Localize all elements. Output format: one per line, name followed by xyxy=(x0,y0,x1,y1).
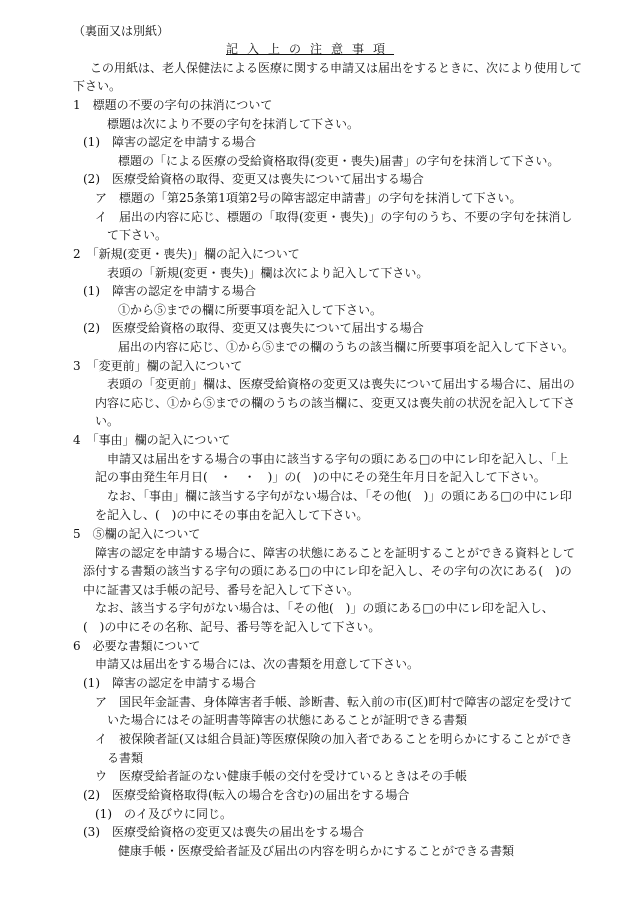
section-6-heading: 6 必要な書類について xyxy=(73,639,201,653)
section-1-item-1-heading: (1) 障害の認定を申請する場合 xyxy=(83,135,256,149)
section-6-item-a-line-1: ア 国民年金証書、身体障害者手帳、診断書、転入前の市(区)町村で障害の認定を受けて xyxy=(95,695,573,709)
section-2-heading: 2 「新規(変更・喪失)」欄の記入について xyxy=(73,247,300,261)
section-6-item-a-line-2: いた場合にはその証明書等障害の状態にあることが証明できる書類 xyxy=(107,713,468,727)
section-4-line-4: を記入し、( )の中にその事由を記入して下さい。 xyxy=(95,508,369,522)
section-6-item-i-line-1: イ 被保険者証(又は組合員証)等医療保険の加入者であることを明らかにすることができ xyxy=(95,732,573,746)
section-1-item-2-heading: (2) 医療受給資格の取得、変更又は喪失について届出する場合 xyxy=(83,172,424,186)
section-3-heading: 3 「変更前」欄の記入について xyxy=(73,359,243,373)
section-4-line-1: 申請又は届出をする場合の事由に該当する字句の頭にある□の中にレ印を記入し、「上 xyxy=(107,452,569,466)
section-1-item-i-line-2: て下さい。 xyxy=(107,228,168,242)
section-1-item-1-text: 標題の「による医療の受給資格取得(変更・喪失)届書」の字句を抹消して下さい。 xyxy=(118,154,560,168)
intro-line-1: この用紙は、老人保健法による医療に関する申請又は届出をするときに、次により使用して xyxy=(90,61,583,75)
header-note: （裏面又は別紙） xyxy=(73,24,170,38)
intro-line-2: 下さい。 xyxy=(73,79,122,93)
section-6-text: 申請又は届出をする場合には、次の書類を用意して下さい。 xyxy=(95,657,420,671)
section-4-line-3: なお、「事由」欄に該当する字句がない場合は、「その他( )」の頭にある□の中にレ印 xyxy=(107,489,572,503)
section-2-item-1-text: ①から⑤までの欄に所要事項を記入して下さい。 xyxy=(118,303,383,317)
section-1-item-a: ア 標題の「第25条第1項第2号の障害認定申請書」の字句を抹消して下さい。 xyxy=(95,191,522,205)
section-6-item-3-text: 健康手帳・医療受給者証及び届出の内容を明らかにすることができる書類 xyxy=(118,844,515,858)
section-2-text: 表頭の「新規(変更・喪失)」欄は次により記入して下さい。 xyxy=(107,266,429,280)
section-6-item-2-text: (1) のイ及びウに同じ。 xyxy=(95,807,232,821)
section-3-line-2: 内容に応じ、①から⑤までの欄のうちの該当欄に、変更又は喪失前の状況を記入して下さ xyxy=(95,396,576,410)
section-5-line-1: 障害の認定を申請する場合に、障害の状態にあることを証明することができる資料として xyxy=(95,546,576,560)
section-5-line-2: 添付する書類の該当する字句の頭にある□の中にレ印を記入し、その字句の次にある( )の xyxy=(83,564,572,578)
section-1-text: 標題は次により不要の字句を抹消して下さい。 xyxy=(107,117,360,131)
page-title: 記入上の注意事項 xyxy=(226,42,395,56)
section-3-line-1: 表頭の「変更前」欄は、医療受給資格の変更又は喪失について届出する場合に、届出の xyxy=(107,377,575,391)
section-6-item-u: ウ 医療受給者証のない健康手帳の交付を受けているときはその手帳 xyxy=(95,769,468,783)
section-6-item-i-line-2: る書類 xyxy=(107,751,144,765)
section-4-heading: 4 「事由」欄の記入について xyxy=(73,433,231,447)
section-1-heading: 1 標題の不要の字句の抹消について xyxy=(73,98,273,112)
section-6-item-1-heading: (1) 障害の認定を申請する場合 xyxy=(83,676,256,690)
section-5-line-5: ( )の中にその名称、記号、番号等を記入して下さい。 xyxy=(83,620,381,634)
section-1-item-i-line-1: イ 届出の内容に応じ、標題の「取得(変更・喪失)」の字句のうち、不要の字句を抹消し xyxy=(95,210,573,224)
section-4-line-2: 記の事由発生年月日( ・ ・ )」の( )の中にその発生年月日を記入して下さい。 xyxy=(95,470,546,484)
section-6-item-2-heading: (2) 医療受給資格取得(転入の場合を含む)の届出をする場合 xyxy=(83,788,410,802)
section-5-line-4: なお、該当する字句がない場合は、「その他( )」の頭にある□の中にレ印を記入し、 xyxy=(95,601,554,615)
section-6-item-3-heading: (3) 医療受給資格の変更又は喪失の届出をする場合 xyxy=(83,825,365,839)
section-5-heading: 5 ⑤欄の記入について xyxy=(73,527,201,541)
section-3-line-3: い。 xyxy=(95,414,120,428)
section-2-item-2-heading: (2) 医療受給資格の取得、変更又は喪失について届出する場合 xyxy=(83,321,424,335)
section-2-item-1-heading: (1) 障害の認定を申請する場合 xyxy=(83,284,256,298)
section-2-item-2-text: 届出の内容に応じ、①から⑤までの欄のうちの該当欄に所要事項を記入して下さい。 xyxy=(118,340,575,354)
section-5-line-3: 中に証書又は手帳の記号、番号を記入して下さい。 xyxy=(83,583,360,597)
